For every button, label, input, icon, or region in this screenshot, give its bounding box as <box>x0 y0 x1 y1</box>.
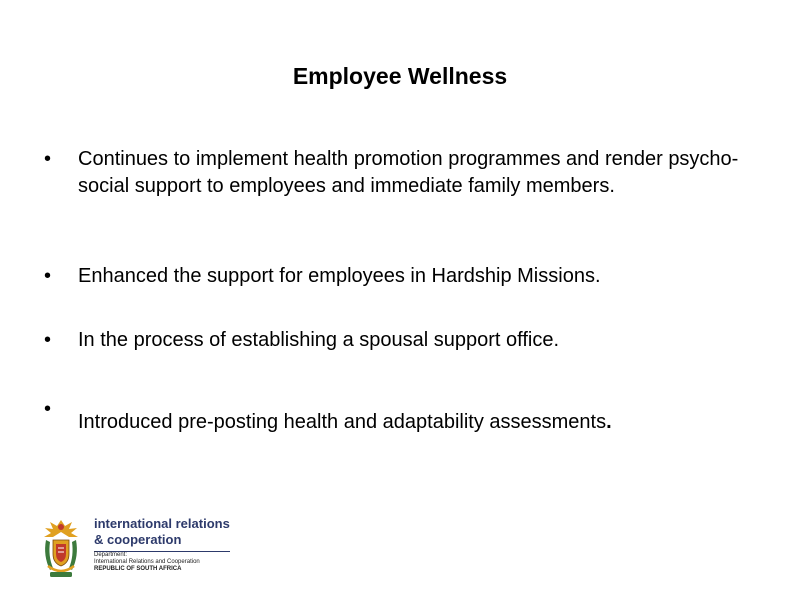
south-africa-coat-of-arms-icon <box>40 516 82 580</box>
dirco-logo <box>40 516 240 580</box>
bullet-dot: • <box>44 148 52 170</box>
bullet-text-wrap <box>78 409 748 436</box>
logo-text-block <box>94 516 244 573</box>
bullet-trailing-period: . <box>606 411 612 433</box>
logo-dept-label: Department: <box>94 552 128 558</box>
bullet-text: Continues to implement health promotion programmes and render psycho-social support to employees and immediate family members. <box>78 148 739 197</box>
logo-country: REPUBLIC OF SOUTH AFRICA <box>94 566 182 572</box>
bullet-text: In the process of establishing a spousal support office. <box>78 329 560 351</box>
logo-title-line1: international relations <box>94 516 230 531</box>
bullet-text: Enhanced the support for employees in Hardship Missions. <box>78 265 601 287</box>
slide-title: Employee Wellness <box>292 63 508 89</box>
bullet-dot: • <box>44 329 52 351</box>
logo-title-line2: & cooperation <box>94 532 182 547</box>
bullet-dot: • <box>44 398 52 420</box>
bullet-text: Introduced pre-posting health and adaptability assessments <box>78 411 607 433</box>
logo-dept-name: International Relations and Cooperation <box>94 559 200 565</box>
bullet-dot: • <box>44 265 52 287</box>
